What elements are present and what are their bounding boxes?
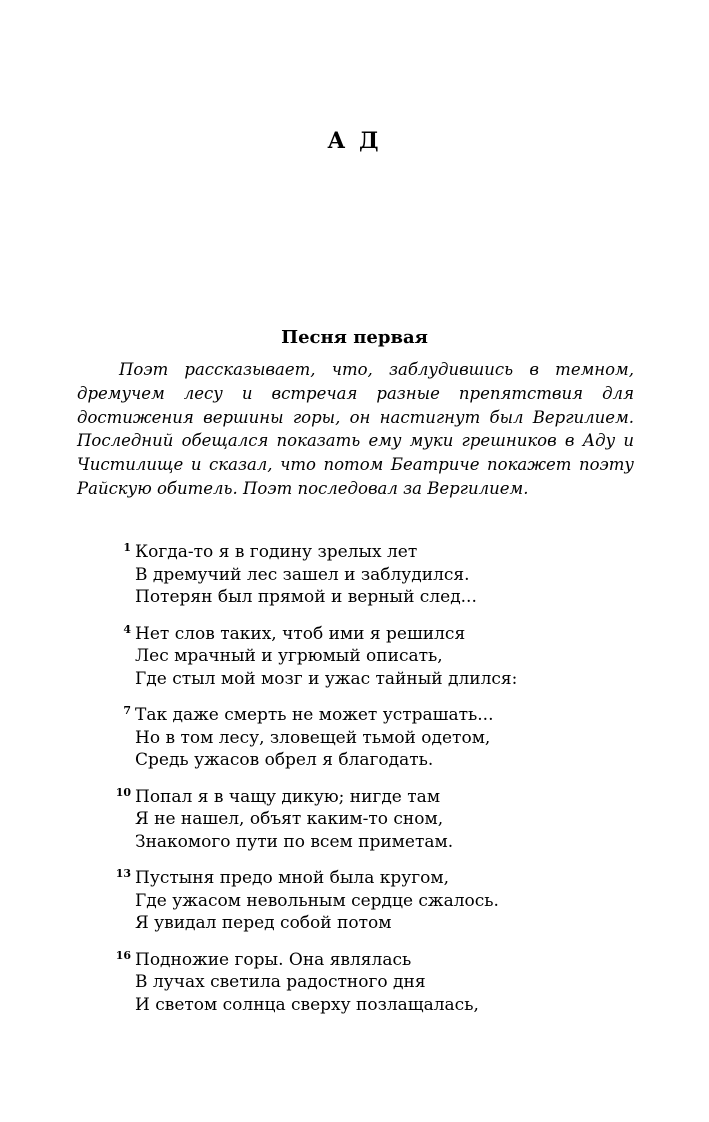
verse-line: Подножие горы. Она являлась [135,949,412,970]
verse-line: Потерян был прямой и верный след... [135,587,477,607]
stanza-number: 7 [123,704,131,717]
canto-title: Песня первая [281,327,428,348]
verse-line: Лес мрачный и угрюмый описать, [135,646,443,666]
verse-line: Я увидал перед собой потом [135,913,392,933]
verse-line: Нет слов таких, чтоб ими я решился [135,623,466,644]
stanza-number: 4 [123,622,131,636]
verse-line: Я не нашел, объят каким-то сном, [135,809,444,829]
stanza-number: 16 [115,948,131,962]
verse-line: Но в том лесу, зловещей тьмой одетом, [135,727,491,748]
verse-line: Средь ужасов обрел я благодать. [135,750,434,770]
stanza-number: 10 [115,785,131,799]
canto-argument: Поэт рассказывает, что, заблудившись в темном, дремучем лесу и встречая разные препятствия для достижения вершины горы, он настигнут был Вергилием. Последний обещался показать ему муки грешников в Аду и Чистилище и сказал, что потом Беатриче покажет поэту Райскую обитель. Поэт последовал за Вергилием. [77,360,634,498]
stanza [0,786,709,854]
part-title: А Д [327,128,382,154]
poem-text [0,541,709,1030]
stanza-number: 13 [115,867,131,880]
verse-line: И светом солнца сверху позлащалась, [135,994,479,1015]
stanza [0,867,709,935]
verse-line: В дремучий лес зашел и заблудился. [135,564,470,585]
verse-line: Знакомого пути по всем приметам. [135,831,454,852]
verse-line: Когда-то я в годину зрелых лет [135,542,418,562]
stanza-number: 1 [123,541,131,554]
stanza [0,623,709,691]
verse-line: Где ужасом невольным сердце сжалось. [135,890,499,911]
stanza [0,704,709,772]
verse-line: Пустыня предо мной была кругом, [135,868,450,888]
verse-line: Так даже смерть не может устрашать... [135,705,494,725]
stanza [0,541,709,609]
verse-line: Где стыл мой мозг и ужас тайный длился: [135,668,518,689]
verse-line: Попал я в чащу дикую; нигде там [135,786,441,807]
verse-line: В лучах светила радостного дня [135,972,426,992]
stanza [0,949,709,1017]
